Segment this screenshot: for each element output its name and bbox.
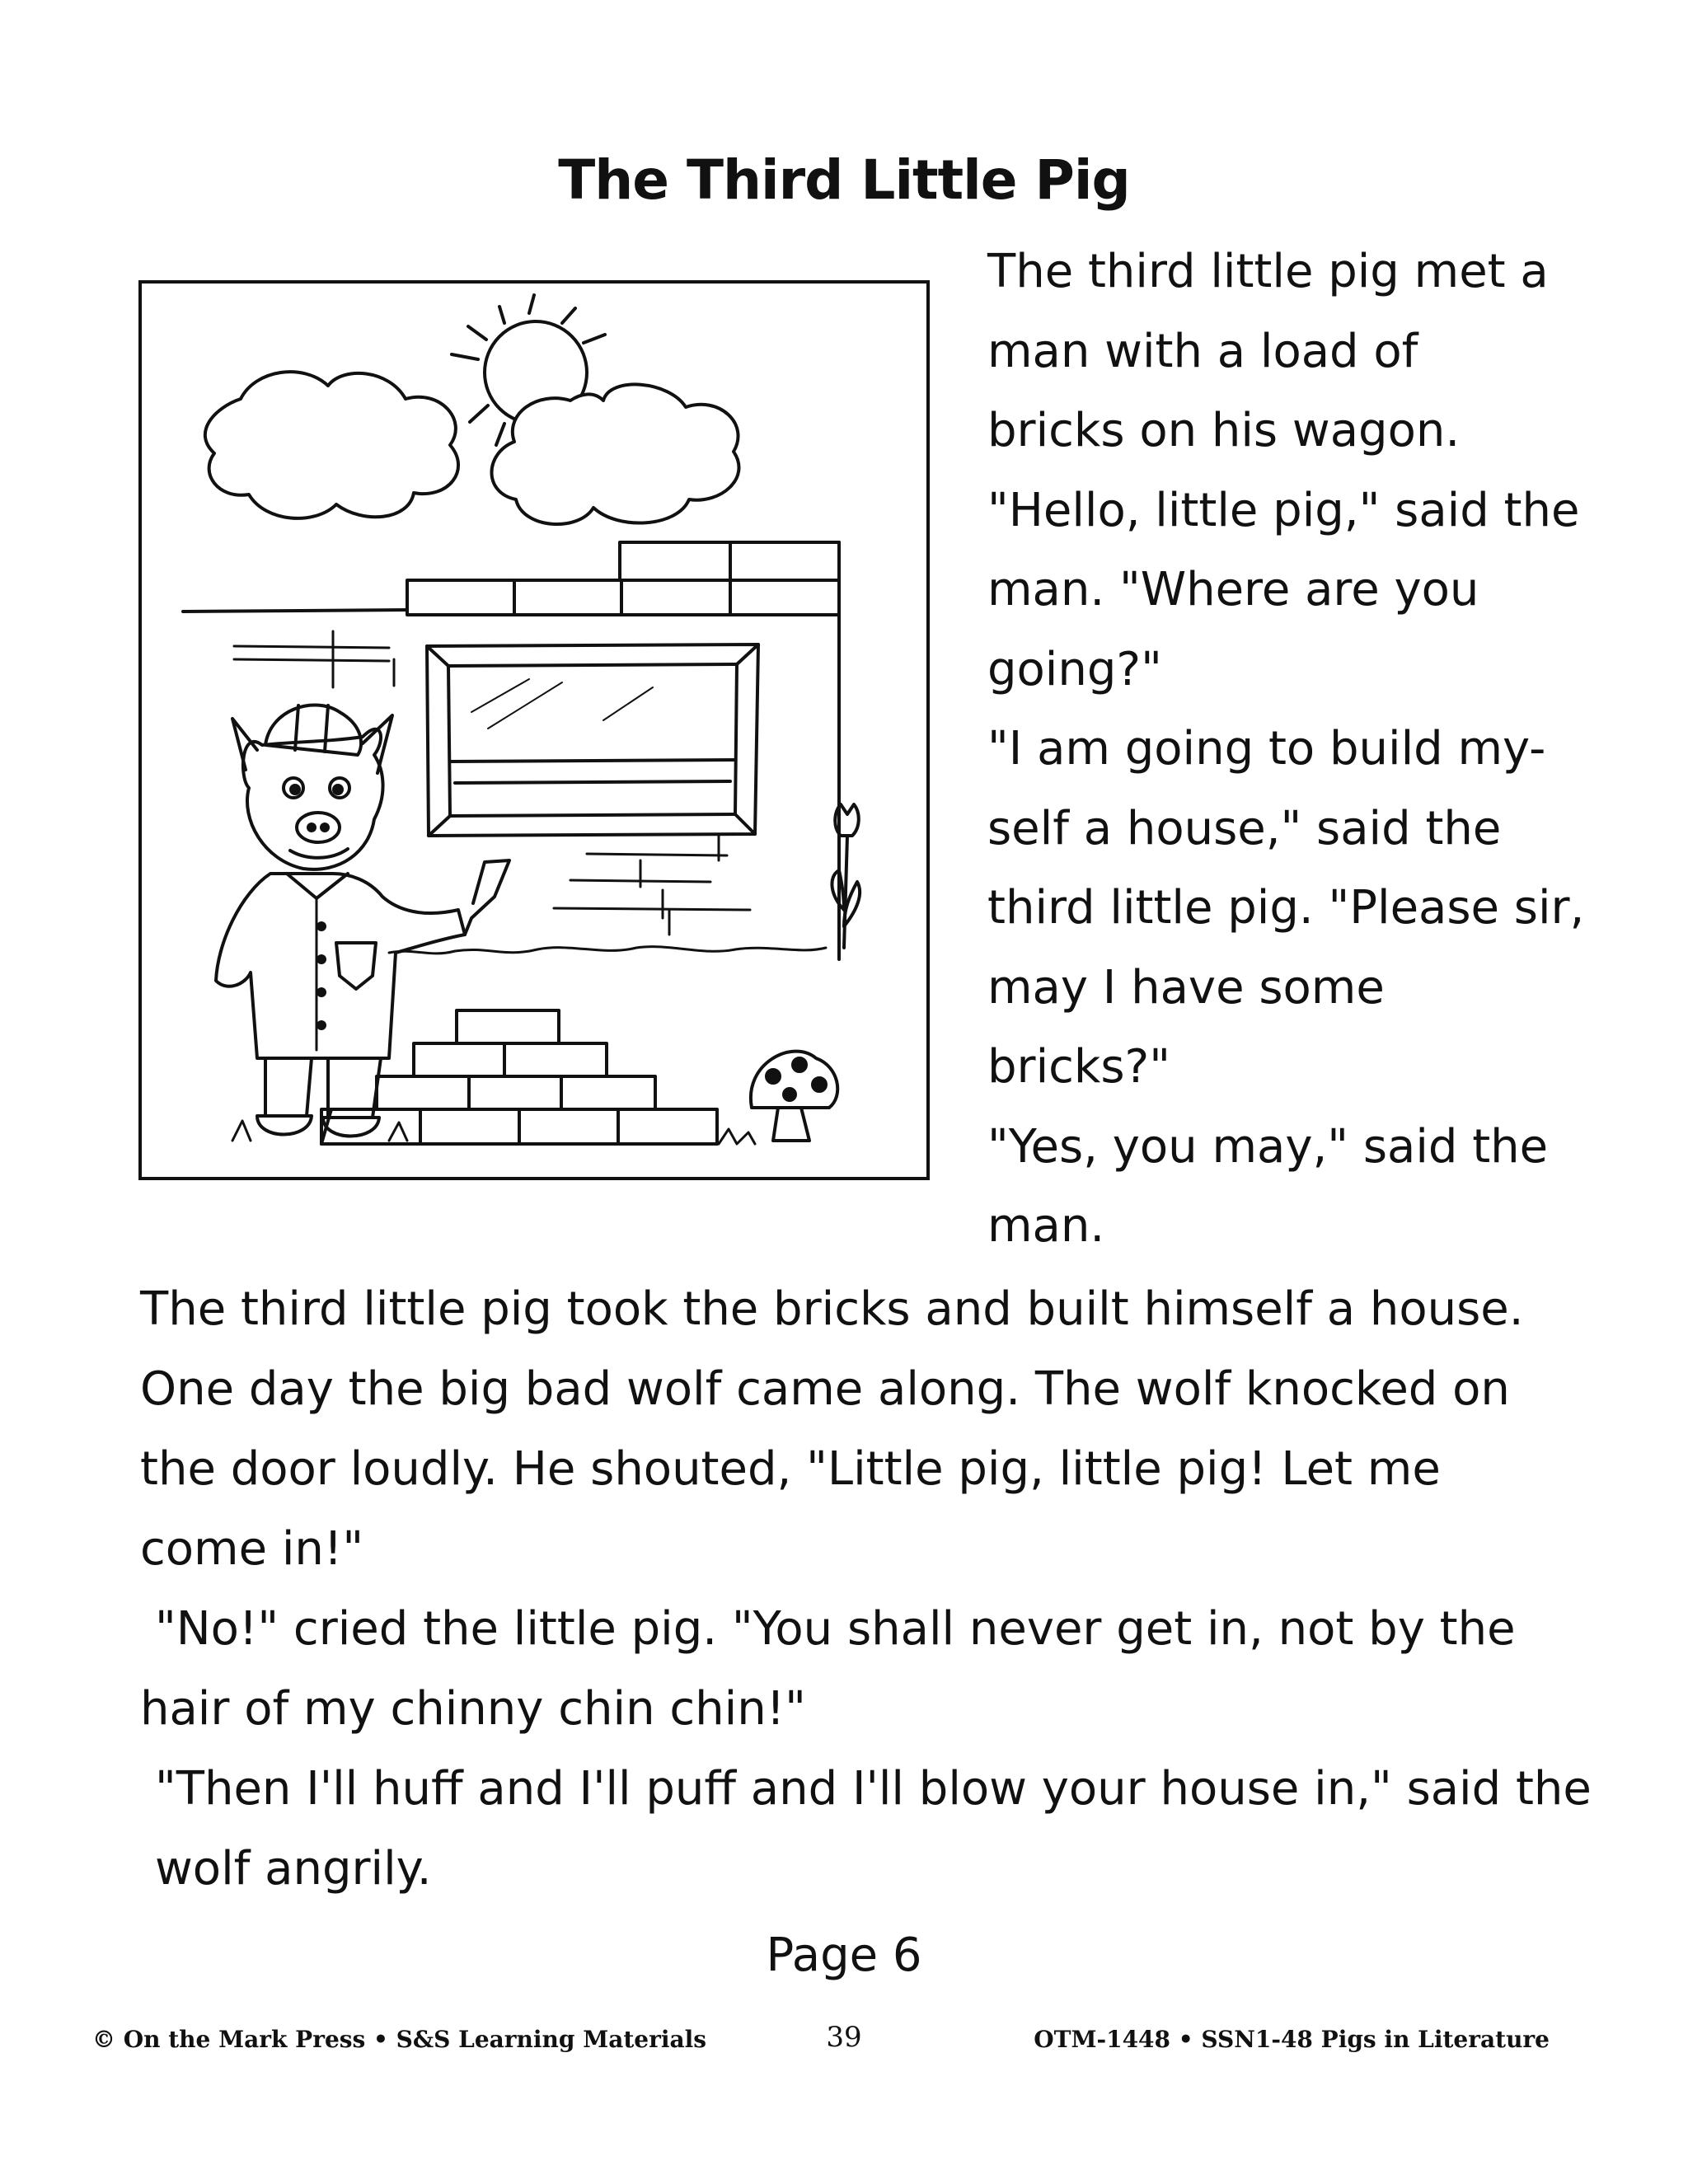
story-illustration <box>138 280 930 1180</box>
text-line: The third little pig met a <box>987 245 1549 298</box>
text-line: "No!" cried the little pig. "You shall never get in, not by the <box>155 1602 1516 1656</box>
text-line: One day the big bad wolf came along. The wolf knocked on <box>140 1362 1510 1416</box>
text-line: "I am going to build my- <box>987 722 1546 776</box>
footer-product-code: OTM-1448 • SSN1-48 Pigs in Literature <box>1034 2026 1550 2053</box>
footer-publisher: © On the Mark Press • S&S Learning Materials <box>92 2026 707 2053</box>
window <box>427 644 758 836</box>
cloud-right <box>492 384 739 524</box>
text-line: come in!" <box>140 1522 364 1576</box>
cloud-left <box>205 372 458 518</box>
brick-pile <box>321 1010 717 1144</box>
brick-wall-top <box>183 542 839 959</box>
text-line: hair of my chinny chin chin!" <box>140 1682 806 1736</box>
story-text-body <box>140 1269 1673 1909</box>
text-line: third little pig. "Please sir, <box>987 881 1585 935</box>
footer-page-number: 39 <box>826 2021 862 2054</box>
text-line: wolf angrily. <box>155 1842 432 1896</box>
text-line: bricks?" <box>987 1040 1171 1094</box>
mushroom <box>719 1052 837 1144</box>
grass-line <box>389 947 826 954</box>
text-line: the door loudly. He shouted, "Little pig, little pig! Let me <box>140 1442 1441 1496</box>
page-title: The Third Little Pig <box>558 148 1130 212</box>
text-line: "Then I'll huff and I'll puff and I'll blow your house in," said the <box>155 1762 1592 1816</box>
tulip <box>832 804 860 948</box>
text-line: man. <box>987 1199 1105 1253</box>
text-line: The third little pig took the bricks and built himself a house. <box>140 1282 1524 1336</box>
story-text-right <box>987 232 1663 1267</box>
text-line: may I have some <box>987 960 1385 1015</box>
text-line: bricks on his wagon. <box>987 404 1461 457</box>
text-line: self a house," said the <box>987 801 1502 855</box>
text-line: man with a load of <box>987 324 1418 378</box>
page-label: Page 6 <box>766 1929 922 1982</box>
text-line: man. "Where are you <box>987 563 1479 616</box>
text-line: "Yes, you may," said the <box>987 1119 1549 1174</box>
text-line: "Hello, little pig," said the <box>987 483 1580 537</box>
text-line: going?" <box>987 642 1162 696</box>
